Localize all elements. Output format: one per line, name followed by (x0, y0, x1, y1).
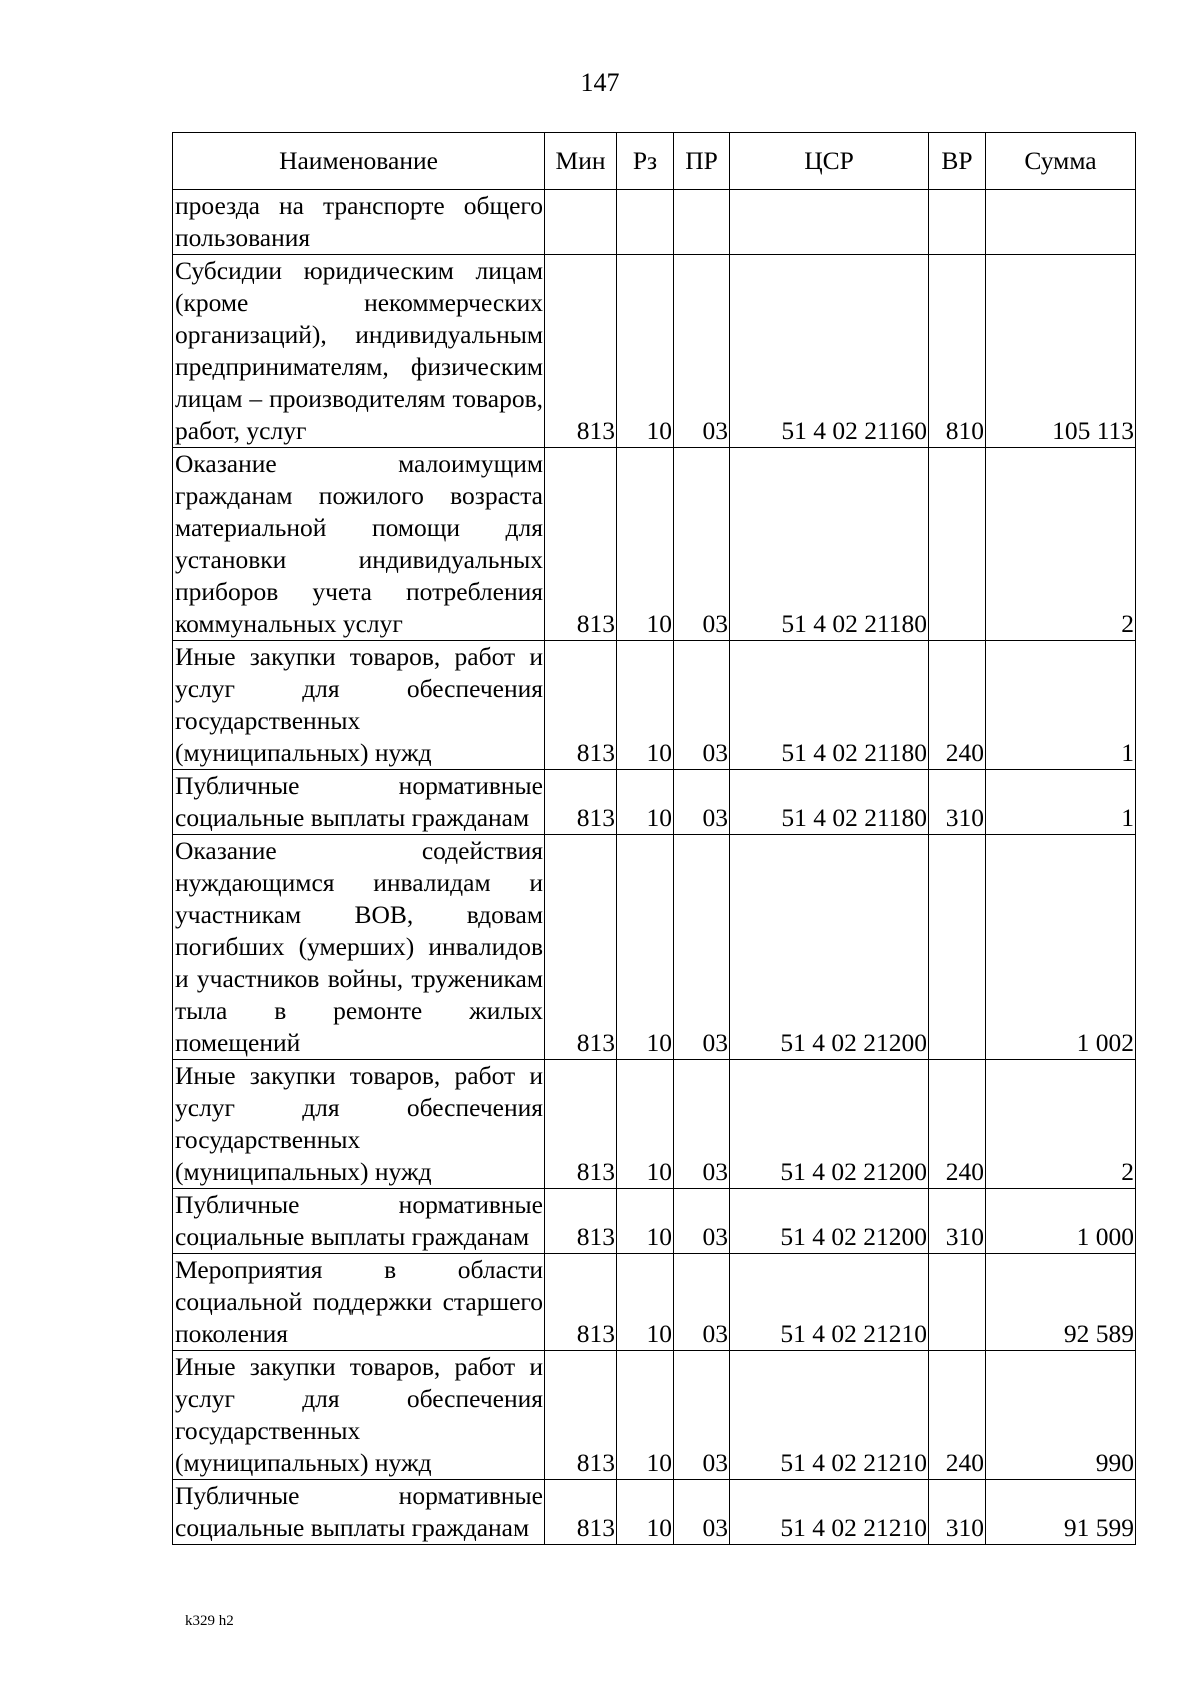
cell-vr: 810 (929, 255, 986, 448)
cell-sum: 1 002 (986, 835, 1136, 1060)
cell-sum: 1 (986, 770, 1136, 835)
cell-vr (929, 1254, 986, 1351)
table-header (173, 133, 1136, 190)
cell-csr: 51 4 02 21210 (730, 1351, 929, 1480)
table-row (173, 1060, 1136, 1189)
cell-vr (929, 835, 986, 1060)
cell-min: 813 (545, 1189, 617, 1254)
cell-rz: 10 (617, 255, 674, 448)
table-body (173, 190, 1136, 1545)
cell-min: 813 (545, 255, 617, 448)
cell-name: Субсидии юридическим лицам (кроме некоммерческих организаций), индивидуальным предпринимателям, физическим лицам – производителям товаров, работ, услуг (173, 255, 545, 448)
cell-csr: 51 4 02 21160 (730, 255, 929, 448)
cell-min: 813 (545, 641, 617, 770)
budget-table (172, 132, 1136, 1545)
cell-vr: 310 (929, 1189, 986, 1254)
table-row (173, 1480, 1136, 1545)
cell-csr: 51 4 02 21180 (730, 448, 929, 641)
cell-sum: 990 (986, 1351, 1136, 1480)
cell-sum: 1 000 (986, 1189, 1136, 1254)
header-name: Наименование (173, 133, 545, 190)
table-row (173, 190, 1136, 255)
cell-csr: 51 4 02 21180 (730, 641, 929, 770)
cell-csr: 51 4 02 21200 (730, 835, 929, 1060)
cell-name: Оказание содействия нуждающимся инвалидам и участникам ВОВ, вдовам погибших (умерших) инвалидов и участников войны, труженикам тыла в ремонте жилых помещений (173, 835, 545, 1060)
cell-csr: 51 4 02 21200 (730, 1060, 929, 1189)
cell-vr: 310 (929, 1480, 986, 1545)
cell-rz: 10 (617, 1351, 674, 1480)
table-row (173, 641, 1136, 770)
table-row (173, 1189, 1136, 1254)
page-number: 147 (580, 68, 620, 97)
cell-name: Публичные нормативные социальные выплаты гражданам (173, 770, 545, 835)
cell-sum: 2 (986, 1060, 1136, 1189)
cell-csr: 51 4 02 21210 (730, 1254, 929, 1351)
cell-pr: 03 (674, 641, 730, 770)
header-csr: ЦСР (730, 133, 929, 190)
header-vr: ВР (929, 133, 986, 190)
cell-rz: 10 (617, 1480, 674, 1545)
footer-code: k329 h2 (185, 1613, 234, 1629)
cell-pr: 03 (674, 770, 730, 835)
cell-rz: 10 (617, 1189, 674, 1254)
cell-min: 813 (545, 1480, 617, 1545)
cell-name: Публичные нормативные социальные выплаты гражданам (173, 1480, 545, 1545)
table-row (173, 770, 1136, 835)
cell-name: Иные закупки товаров, работ и услуг для обеспечения государственных (муниципальных) нужд (173, 1060, 545, 1189)
cell-sum: 1 (986, 641, 1136, 770)
cell-name: Публичные нормативные социальные выплаты гражданам (173, 1189, 545, 1254)
cell-vr: 310 (929, 770, 986, 835)
cell-min: 813 (545, 835, 617, 1060)
table-row (173, 1351, 1136, 1480)
table-row (173, 835, 1136, 1060)
cell-pr: 03 (674, 1254, 730, 1351)
table-row (173, 1254, 1136, 1351)
cell-rz: 10 (617, 770, 674, 835)
cell-pr: 03 (674, 255, 730, 448)
cell-rz: 10 (617, 1254, 674, 1351)
cell-sum: 92 589 (986, 1254, 1136, 1351)
cell-vr (929, 448, 986, 641)
cell-pr: 03 (674, 1060, 730, 1189)
cell-pr: 03 (674, 1480, 730, 1545)
cell-rz: 10 (617, 1060, 674, 1189)
cell-rz: 10 (617, 835, 674, 1060)
cell-name: Мероприятия в области социальной поддержки старшего поколения (173, 1254, 545, 1351)
cell-rz: 10 (617, 641, 674, 770)
cell-name: Иные закупки товаров, работ и услуг для обеспечения государственных (муниципальных) нужд (173, 1351, 545, 1480)
table-row (173, 448, 1136, 641)
cell-min: 813 (545, 448, 617, 641)
cell-min: 813 (545, 1254, 617, 1351)
table-row (173, 255, 1136, 448)
cell-pr (674, 190, 730, 255)
cell-rz (617, 190, 674, 255)
cell-name: Иные закупки товаров, работ и услуг для обеспечения государственных (муниципальных) нужд (173, 641, 545, 770)
cell-pr: 03 (674, 448, 730, 641)
cell-name: Оказание малоимущим гражданам пожилого возраста материальной помощи для установки индивидуальных приборов учета потребления коммунальных услуг (173, 448, 545, 641)
cell-vr (929, 190, 986, 255)
cell-csr: 51 4 02 21180 (730, 770, 929, 835)
header-min: Мин (545, 133, 617, 190)
cell-csr: 51 4 02 21210 (730, 1480, 929, 1545)
cell-sum: 105 113 (986, 255, 1136, 448)
cell-csr: 51 4 02 21200 (730, 1189, 929, 1254)
cell-csr (730, 190, 929, 255)
cell-vr: 240 (929, 1351, 986, 1480)
cell-rz: 10 (617, 448, 674, 641)
cell-vr: 240 (929, 1060, 986, 1189)
header-sum: Сумма (986, 133, 1136, 190)
cell-name: проезда на транспорте общего пользования (173, 190, 545, 255)
cell-sum: 91 599 (986, 1480, 1136, 1545)
header-rz: Рз (617, 133, 674, 190)
header-pr: ПР (674, 133, 730, 190)
header-row (173, 133, 1136, 190)
cell-pr: 03 (674, 1189, 730, 1254)
cell-pr: 03 (674, 1351, 730, 1480)
cell-min: 813 (545, 770, 617, 835)
cell-pr: 03 (674, 835, 730, 1060)
cell-min: 813 (545, 1351, 617, 1480)
cell-sum: 2 (986, 448, 1136, 641)
cell-vr: 240 (929, 641, 986, 770)
cell-sum (986, 190, 1136, 255)
cell-min: 813 (545, 1060, 617, 1189)
cell-min (545, 190, 617, 255)
